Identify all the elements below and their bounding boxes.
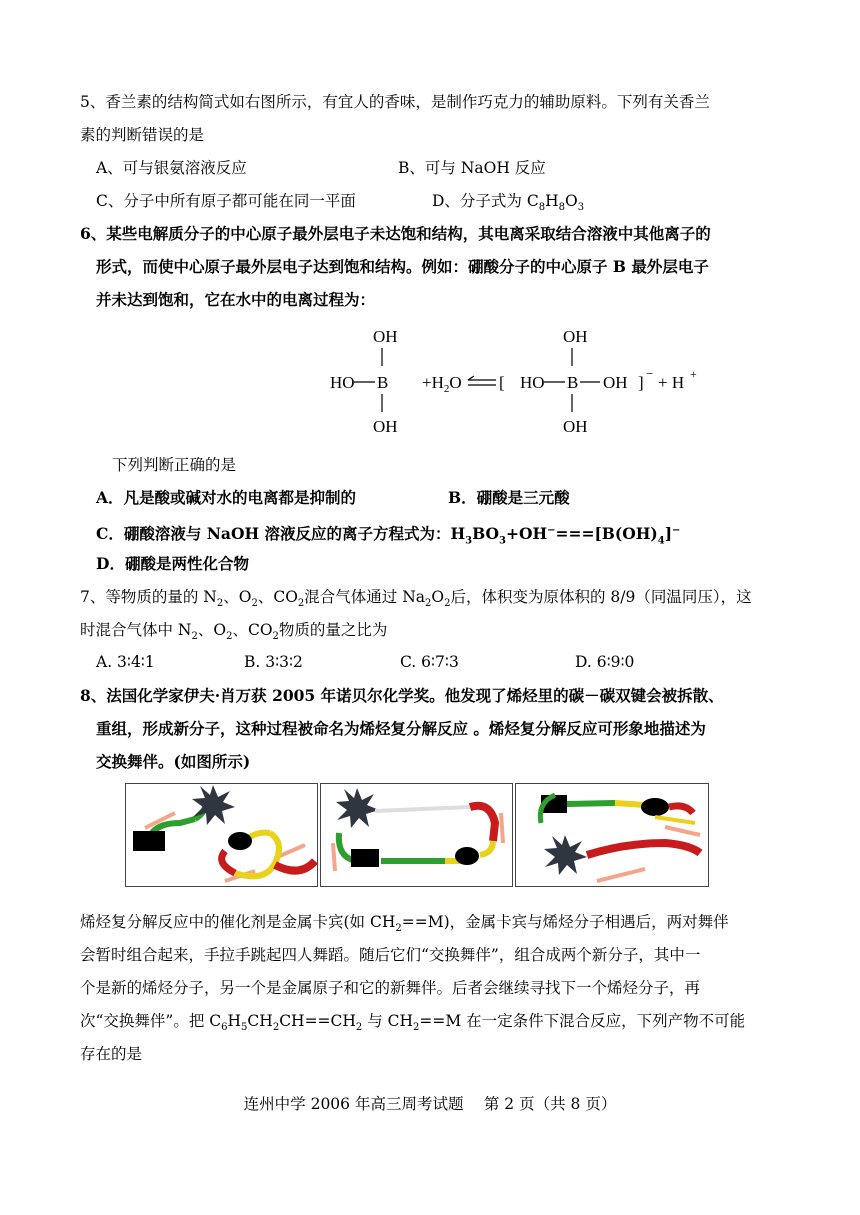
q8-stem-line1: 8、法国化学家伊夫·肖万获 2005 年诺贝尔化学奖。他发现了烯烃里的碳－碳双键会被拆散、 — [80, 686, 724, 705]
q8-para-line3: 个是新的烯烃分子，另一个是金属原子和它的新舞伴。后者会继续寻找下一个烯烃分子，再 — [80, 979, 701, 997]
metathesis-dance-figure — [125, 783, 710, 887]
q5-stem-line1: 5、香兰素的结构简式如右图所示，有宜人的香味，是制作巧克力的辅助原料。下列有关香兰 — [80, 93, 710, 111]
q7-stem-line2: 时混合气体中 $N_2$、$O_2$、$CO_2$物质的量之比为 — [80, 621, 388, 643]
q6-stem-line3: 并未达到饱和，它在水中的电离过程为： — [96, 290, 376, 309]
q8-stem-line3: 交换舞伴。(如图所示) — [96, 752, 251, 771]
q8-stem-line2: 重组，形成新分子，这种过程被命名为烯烃复分解反应 。烯烃复分解反应可形象地描述为 — [96, 719, 706, 738]
eq-right-bottom-oh: OH — [563, 417, 588, 436]
q8-para-line1: 烯烃复分解反应中的催化剂是金属卡宾(如 $CH_2==M$)，金属卡宾与烯烃分子相遇后，两对舞伴 — [80, 913, 729, 935]
q6-prompt: 下列判断正确的是 — [112, 456, 237, 474]
q7-option-c: C. 6∶7∶3 — [400, 653, 459, 671]
eq-left-ho: HO — [330, 373, 355, 392]
eq-plus-h: + H — [658, 373, 685, 392]
q6-stem-line1: 6、某些电解质分子的中心原子最外层电子未达饱和结构，其电离采取结合溶液中其他离子的 — [80, 224, 711, 243]
q8-para-line4: 次“交换舞伴”。把 $C_6H_5CH_2CH==CH_2$ 与 $CH_2==M$ 在一定条件下混合反应，下列产物不可能 — [80, 1012, 746, 1034]
eq-charge-minus: − — [646, 366, 654, 381]
eq-bracket-open: [ — [499, 373, 505, 392]
eq-charge-plus: + — [690, 367, 697, 381]
q6-option-a: A．凡是酸或碱对水的电离都是抑制的 — [96, 488, 357, 507]
q8-para-line2: 会暂时组合起来，手拉手跳起四人舞蹈。随后它们“交换舞伴”，组合成两个新分子，其中一 — [80, 946, 701, 964]
q6-stem-line2: 形式，而使中心原子最外层电子达到饱和结构。例如：硼酸分子的中心原子 B 最外层电子 — [96, 257, 709, 276]
q5-stem-line2: 素的判断错误的是 — [80, 126, 205, 144]
q5-option-c: C、分子中所有原子都可能在同一平面 — [96, 192, 356, 210]
q5-option-a: A、可与银氨溶液反应 — [96, 159, 247, 177]
page-footer: 连州中学 2006 年高三周考试题 第 2 页（共 8 页） — [243, 1095, 617, 1113]
eq-right-oh: OH — [603, 373, 628, 392]
eq-right-ho: HO — [520, 373, 545, 392]
q5-option-b: B、可与 NaOH 反应 — [398, 159, 546, 177]
q7-option-b: B. 3∶3∶2 — [244, 653, 303, 671]
q7-stem-line1: 7、等物质的量的 $N_2$、$O_2$、$CO_2$混合气体通过 $Na_2O_2$后，体积变为原体积的 8/9（同温同压），这 — [80, 588, 752, 610]
boric-acid-ionization-equation — [320, 322, 710, 440]
eq-left-top-oh: OH — [373, 327, 398, 346]
eq-right-top-oh: OH — [563, 327, 588, 346]
eq-left-bottom-oh: OH — [373, 417, 398, 436]
eq-plus-water: $+H_2O$ — [422, 373, 462, 395]
q7-option-d: D. 6∶9∶0 — [575, 653, 635, 671]
q6-option-c: C．硼酸溶液与 NaOH 溶液反应的离子方程式为：$H_3BO_3+OH^-===[B(OH)_4]^-$ — [96, 524, 681, 547]
q7-option-a: A. 3∶4∶1 — [96, 653, 155, 671]
q5-option-d: D、分子式为 $C_8H_8O_3$ — [432, 192, 585, 214]
q6-option-b: B．硼酸是三元酸 — [448, 488, 570, 507]
eq-right-b: B — [567, 373, 579, 392]
q8-para-line5: 存在的是 — [80, 1045, 143, 1063]
q6-option-d: D．硼酸是两性化合物 — [96, 554, 249, 573]
eq-bracket-close: ] — [638, 373, 644, 392]
eq-left-b: B — [377, 373, 389, 392]
